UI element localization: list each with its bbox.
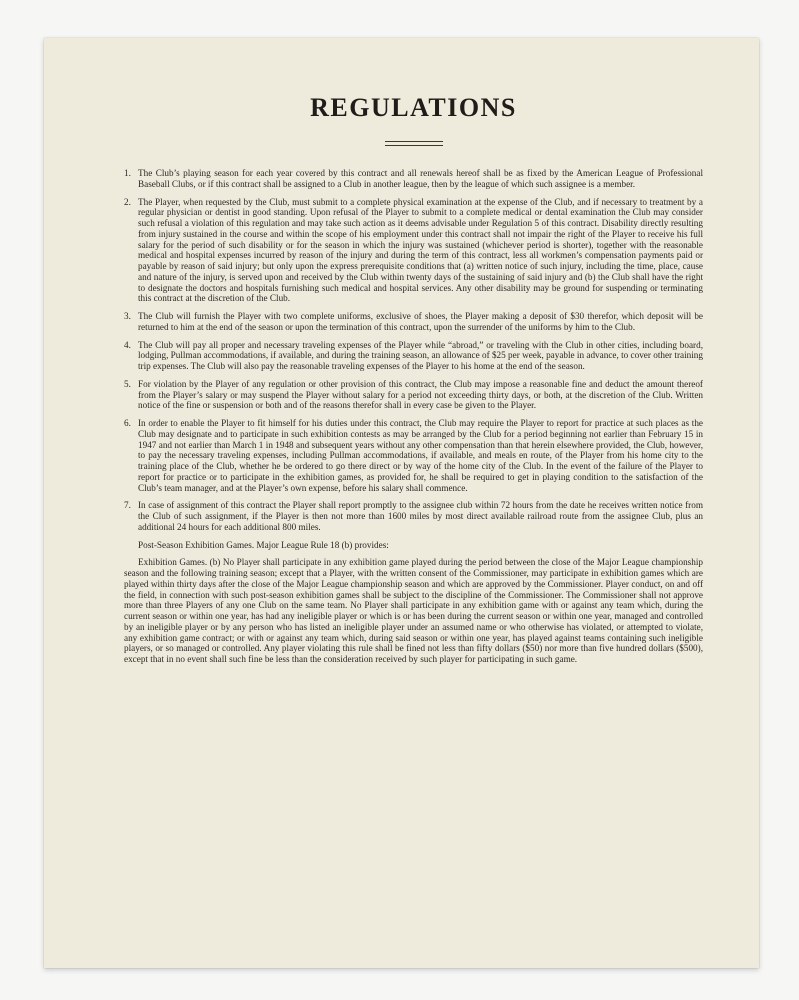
regulation-text: In order to enable the Player to fit himself for his duties under this contract, the Club may require the Player to report for practice at such places as the Club may designate and to participate in such exhibition contests as may be arranged by the Club for a period beginning not earlier than February 15 in 1947 and not earlier than March 1 in 1948 and subsequent years without any other compensation than that herein elsewhere provided, the Club, however, to pay the necessary traveling expenses, including Pullman accommodations, if available, and meals en route, of the Player from his home city to the training place of the Club, whether he be ordered to go there direct or by way of the home city of the Club. In the event of the failure of the Player to report for practice or to participate in the exhibition games, as provided for, he shall be required to get in playing condition to the satisfaction of the Club’s team manager, and at the Player’s own expense, before his salary shall commence.	[138, 418, 703, 493]
regulation-number: 1.	[124, 168, 131, 178]
regulation-text: In case of assignment of this contract the Player shall report promptly to the assignee club within 72 hours from the date he receives written notice from the Club of such assignment, if the Player is then not more than 1600 miles by most direct available railroad route from the assignee Club, plus an additional 24 hours for each additional 800 miles.	[138, 500, 703, 532]
regulation-text: The Club will pay all proper and necessary traveling expenses of the Player while “abroad,” or traveling with the Club in other cities, including board, lodging, Pullman accommodations, if available, and during the training season, an allowance of $25 per week, payable in advance, to cover other training trip expenses. The Club will also pay the reasonable traveling expenses of the Player to his home at the end of the season.	[138, 339, 703, 371]
regulation-number: 2.	[124, 196, 131, 207]
regulation-item	[124, 340, 703, 372]
regulation-item	[124, 500, 703, 532]
regulation-text: The Player, when requested by the Club, must submit to a complete physical examination at the expense of the Club, and if necessary to treatment by a regular physician or dentist in good standing. Upon refusal of the Player to submit to a complete medical or dental examination the Club may consider such refusal a violation of this regulation and may take such action as it deems advisable under Regulation 5 of this contract. Disability directly resulting from injury sustained in the course and within the scope of his employment under this contract shall not impair the right of the Player to receive his full salary for the period of such disability or for the season in which the injury was sustained (whichever period is shorter), together with the reasonable medical and hospital expenses incurred by reason of the injury and during the term of this contract, less all workmen’s compensation payments paid or payable by reason of said injury; but only upon the express prerequisite conditions that (a) written notice of such injury, including the time, place, cause and nature of the injury, is served upon and received by the Club within twenty days of the sustaining of said injury and (b) the Club shall have the right to designate the doctors and hospitals furnishing such medical and hospital services. Any other disability may be ground for suspending or terminating this contract at the discretion of the Club.	[138, 196, 703, 304]
regulation-number: 3.	[124, 311, 131, 321]
regulation-item	[124, 311, 703, 333]
page-title: REGULATIONS	[310, 93, 517, 122]
regulation-text: The Club will furnish the Player with two complete uniforms, exclusive of shoes, the Player making a deposit of $30 therefor, which deposit will be returned to him at the end of the season or upon the termination of this contract, upon the surrender of the uniforms by him to the Club.	[138, 311, 703, 332]
regulation-item	[124, 168, 703, 190]
regulation-text: The Club’s playing season for each year covered by this contract and all renewals hereof shall be as fixed by the American League of Professional Baseball Clubs, or if this contract shall be assigned to a Club in another league, then by the league of which such assignee is a member.	[138, 168, 703, 189]
title-double-rule	[385, 141, 443, 146]
document-page	[44, 38, 759, 968]
regulation-number: 4.	[124, 339, 131, 350]
rule18-body: Exhibition Games. (b) No Player shall participate in any exhibition game played during the period between the close of the Major League championship season and the following training season; except that a Player, with the written consent of the Commissioner, may participate in exhibition games which are played within thirty days after the close of the Major League championship season and which are approved by the Commissioner. Player conduct, on and off the field, in connection with such post-season exhibition games shall be subject to the discipline of the Commissioner. The Commissioner shall not approve more than three Players of any one Club on the same team. No Player shall participate in any exhibition game with or against any team which, during the current season or within one year, has had any ineligible player or which is or has been during the current season or within one year, managed and controlled by an ineligible player or by any person who has listed an ineligible player under an assumed name or who otherwise has violated, or attempted to violate, any exhibition game contract; or with or against any team which, during said season or within one year, has played against teams containing such ineligible players, or so managed or controlled. Any player violating this rule shall be fined not less than fifty dollars ($50) nor more than five hundred dollars ($500), except that in no event shall such fine be less than the consideration received by such player for participating in such game.	[124, 557, 703, 664]
regulations-list	[124, 168, 703, 533]
regulation-item	[124, 418, 703, 493]
regulation-item	[124, 197, 703, 305]
regulation-number: 5.	[124, 378, 131, 389]
regulation-number: 6.	[124, 418, 131, 428]
rule18-heading: Post-Season Exhibition Games. Major League Rule 18 (b) provides:	[138, 539, 389, 550]
regulation-text: For violation by the Player of any regulation or other provision of this contract, the Club may impose a reasonable fine and deduct the amount thereof from the Player’s salary or may suspend the Player without salary for a period not exceeding thirty days, or both, at the discretion of the Club. Written notice of the fine or suspension or both and of the reasons therefor shall in every case be given to the Player.	[138, 378, 703, 411]
regulation-number: 7.	[124, 500, 131, 511]
regulation-item	[124, 379, 703, 411]
